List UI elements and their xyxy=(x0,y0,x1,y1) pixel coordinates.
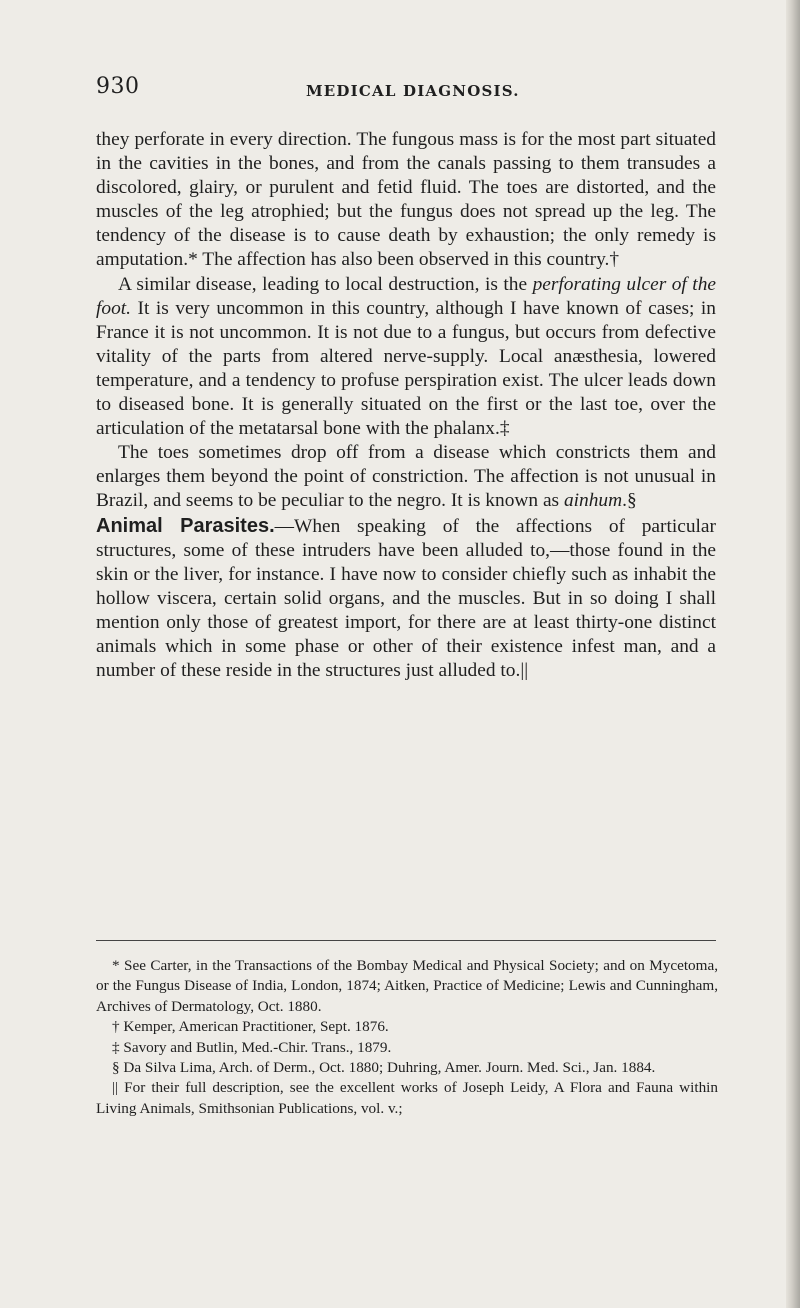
running-head xyxy=(96,74,696,108)
italic-term: ainhum xyxy=(563,490,623,512)
footnote: * See Carter, in the Transactions of the Bombay Medical and Physical Society; and on Mycetoma, or the Fungus Disease of India, London, 1874; Aitken, Practice of Medicine; Lewis and Cunningham, Archives of Dermatology, Oct. 1880. xyxy=(96,957,718,1015)
paragraph-text: The toes sometimes drop off from a disease which constricts them and enlarges them beyond the point of constriction. The affection is not unusual in Brazil, and seems to be peculiar to the negro. It is known as xyxy=(96,442,716,512)
running-title: MEDICAL DIAGNOSIS. xyxy=(306,82,520,100)
body-text xyxy=(96,128,716,683)
paragraph-continued xyxy=(96,128,716,273)
page-number: 930 xyxy=(96,74,140,99)
paragraph-text: A similar disease, leading to local destruction, is the xyxy=(118,273,533,295)
paragraph-perforating-ulcer xyxy=(96,273,716,442)
paragraph-text: .§ xyxy=(622,490,637,512)
paragraph-ainhum xyxy=(96,441,716,513)
paragraph-text: It is very uncommon in this country, although I have known of cases; in France it is not uncommon. It is not due to a fungus, but occurs from defective vitality of the parts from altered nerve-supply. Local anæsthesia, lowered temperature, and a tendency to profuse perspiration exist. The ulcer leads down to diseased bone. It is generally situated on the first or the last toe, over the articulation of the metatarsal bone with the phalanx.‡ xyxy=(96,297,716,440)
paragraph-text: —When speaking of the affections of particular structures, some of these intruders have been alluded to,—those found in the skin or the liver, for instance. I have now to consider chiefly such as inhabit the hollow viscera, certain solid organs, and the muscles. But in so doing I shall mention only those of greatest import, for there are at least thirty-one distinct animals which in some phase or other of their existence infest man, and a number of these reside in the structures just alluded to.|| xyxy=(96,515,716,682)
page-edge-shadow xyxy=(786,0,800,1308)
section-heading: Animal Parasites. xyxy=(96,514,275,537)
paragraph-text: they perforate in every direction. The fungous mass is for the most part situated in the cavities in the bones, and from the canals passing to them transudes a discolored, glairy, or purulent and fetid fluid. The toes are distorted, and the muscles of the leg atrophied; but the fungus does not spread up the leg. The tendency of the disease is to cause death by exhaustion; the only remedy is amputation.* The affection has also been observed in this country.† xyxy=(96,129,716,271)
italic-term: perforating ulcer of the foot. xyxy=(96,273,716,319)
footnote: † Kemper, American Practitioner, Sept. 1876. xyxy=(112,1018,389,1036)
footnote: || For their full description, see the excellent works of Joseph Leidy, A Flora and Fauna within Living Animals, Smithsonian Publications, vol. v.; xyxy=(96,1079,718,1117)
footnote: § Da Silva Lima, Arch. of Derm., Oct. 1880; Duhring, Amer. Journ. Med. Sci., Jan. 1884. xyxy=(112,1059,656,1077)
footnotes xyxy=(96,956,718,1119)
footnote-divider xyxy=(96,940,716,941)
footnote: ‡ Savory and Butlin, Med.-Chir. Trans., 1879. xyxy=(112,1038,392,1056)
paragraph-animal-parasites xyxy=(96,514,716,684)
